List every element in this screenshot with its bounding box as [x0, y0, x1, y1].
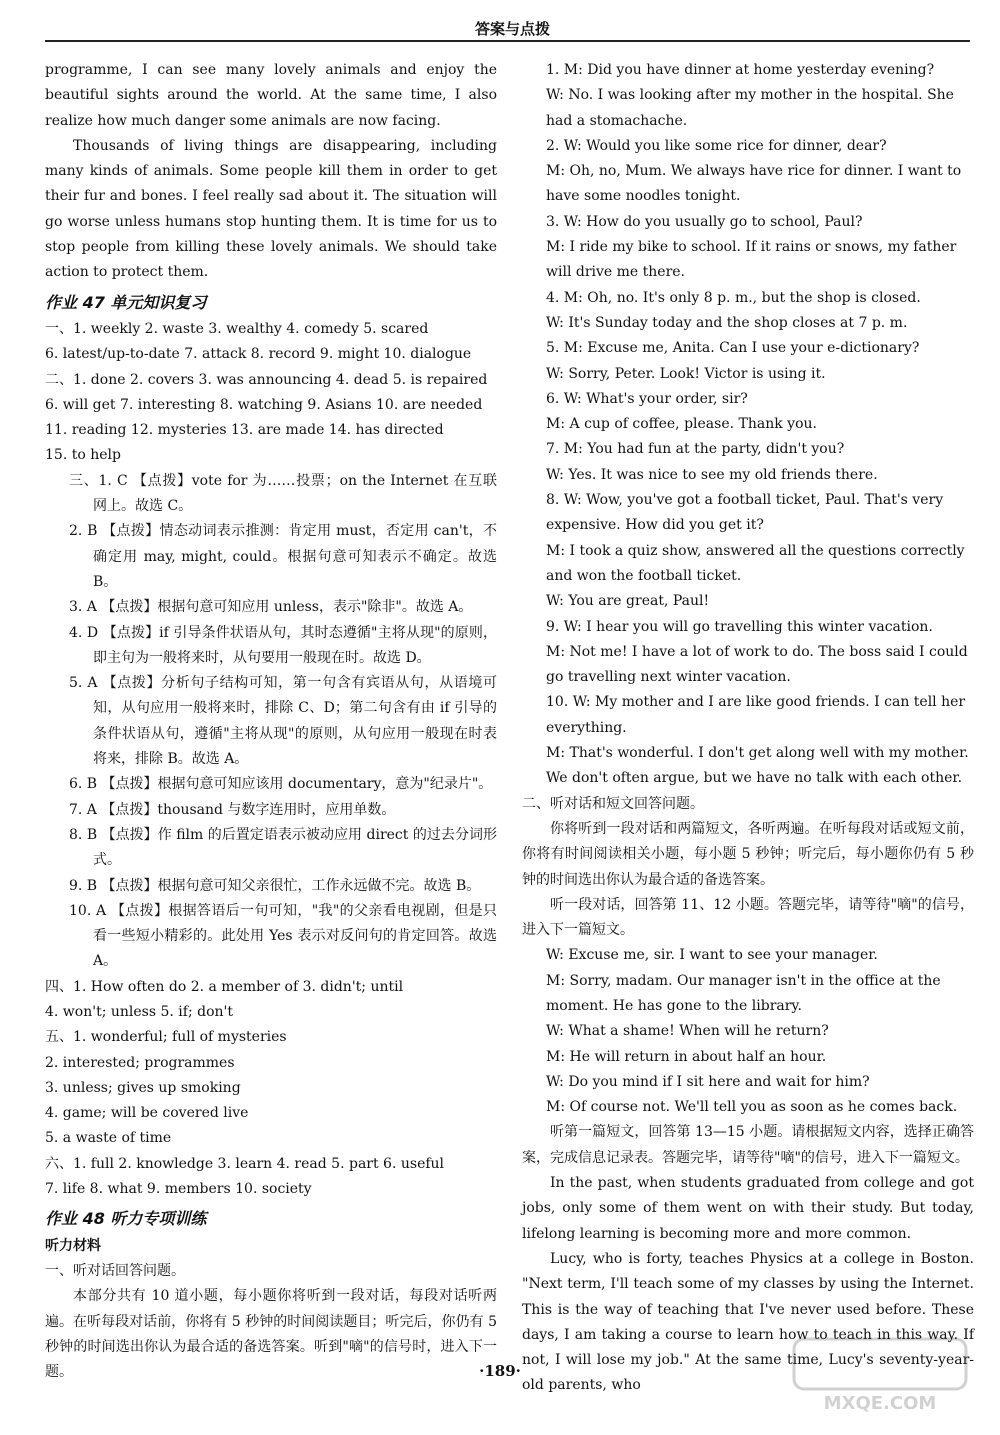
watermark-text: MXQE.COM	[823, 1393, 937, 1414]
dialogue-line: 5. M: Excuse me, Anita. Can I use your e-dictionary?	[546, 340, 920, 357]
answer-line: 六、1. full 2. knowledge 3. learn 4. read 5. part 6. useful	[45, 1155, 445, 1172]
section-47-answers-4-6	[45, 975, 497, 1203]
answer-explanation: 3. A 【点拨】根据句意可知应用 unless，表示"除非"。故选 A。	[69, 599, 473, 616]
dialogue-line: 10. W: My mother and I are like good friends. I can tell her everything.	[546, 694, 966, 736]
dialogue-line: 7. M: You had fun at the party, didn't you?	[546, 441, 845, 458]
dialogue-line: W: What a shame! When will he return?	[546, 1023, 829, 1040]
dialogue-line: M: Of course not. We'll tell you as soon as he comes back.	[546, 1099, 958, 1116]
header-title: 答案与点拨	[474, 20, 550, 38]
part1-heading: 一、听对话回答问题。	[45, 1262, 185, 1279]
dialogue-line: M: Sorry, madam. Our manager isn't in the office at the moment. He has gone to the library.	[546, 972, 941, 1014]
dialogue-line: 8. W: Wow, you've got a football ticket, Paul. That's very expensive. How did you get it?	[546, 492, 944, 534]
answer-line: 四、1. How often do 2. a member of 3. didn't; until	[45, 978, 404, 995]
answer-explanation: 6. B 【点拨】根据句意可知应该用 documentary，意为"纪录片"。	[69, 776, 493, 793]
dialogue-line: W: Do you mind if I sit here and wait for him?	[546, 1073, 870, 1090]
answer-explanation: 7. A 【点拨】thousand 与数字连用时，应用单数。	[69, 801, 396, 818]
answer-line: 一、1. weekly 2. waste 3. wealthy 4. comedy 5. scared	[45, 320, 429, 337]
intro-paragraph-2: Thousands of living things are disappearing, including many kinds of animals. Some people kill them in order to get their fur and bones. I feel really sad about it. The situation will go worse unless humans stop hunting them. It is time for us to stop people from killing these lovely animals. We should take action to protect them.	[45, 137, 497, 281]
section-47-answers-3	[45, 469, 497, 975]
answer-line: 7. life 8. what 9. members 10. society	[45, 1181, 312, 1198]
page-header	[45, 12, 970, 42]
passage-paragraph: Lucy, who is forty, teaches Physics at a college in Boston. "Next term, I'll teach some of my classes by using the Internet. This is the way of teaching that I've never used before. These days, I am taking a course to learn how to teach in this way. If not, I will lose my job." At the same time, Lucy's seventy-year-old parents, who	[522, 1250, 974, 1394]
dialogue-line: 9. W: I hear you will go travelling this winter vacation.	[546, 618, 933, 635]
answer-explanation: 三、1. C 【点拨】vote for 为……投票；on the Internet 在互联网上。故选 C。	[69, 472, 497, 515]
dialogue-line: M: A cup of coffee, please. Thank you.	[546, 416, 817, 433]
answer-line: 5. a waste of time	[45, 1130, 172, 1147]
part2-intro: 你将听到一段对话和两篇短文，各听两遍。在听每段对话或短文前，你将有时间阅读相关小题，每小题 5 秒钟；听完后，每小题你仍有 5 秒钟的时间选出你认为最合适的备选答案。	[522, 820, 974, 888]
listening-label: 听力材料	[45, 1237, 101, 1254]
part2-heading: 二、听对话和短文回答问题。	[522, 795, 704, 812]
answer-line: 6. latest/up-to-date 7. attack 8. record 9. might 10. dialogue	[45, 346, 472, 363]
dialogue-line: 4. M: Oh, no. It's only 8 p. m., but the shop is closed.	[546, 289, 921, 306]
answer-explanation: 8. B 【点拨】作 film 的后置定语表示被动应用 direct 的过去分词形式。	[69, 826, 497, 869]
dialogue-line: 3. W: How do you usually go to school, Paul?	[546, 213, 863, 230]
answer-explanation: 4. D 【点拨】if 引导条件状语从句，其时态遵循"主将从现"的原则，即主句为一般将来时，从句要用一般现在时。故选 D。	[69, 624, 497, 666]
dialogue-line: M: Not me! I have a lot of work to do. The boss said I could go travelling next winter vacation.	[546, 643, 968, 686]
answer-line: 五、1. wonderful; full of mysteries	[45, 1029, 287, 1046]
answer-line: 3. unless; gives up smoking	[45, 1079, 241, 1096]
section-47-answers-1-2	[45, 317, 497, 469]
dialogue-2	[522, 943, 974, 1120]
answer-line: 4. game; will be covered live	[45, 1105, 249, 1122]
answer-explanation: 2. B 【点拨】情态动词表示推测：肯定用 must，否定用 can't，不确定用 may, might, could。根据句意可知表示不确定。故选 B。	[69, 523, 497, 590]
dialogue-line: W: It's Sunday today and the shop closes at 7 p. m.	[546, 314, 908, 331]
dialogue-line: W: No. I was looking after my mother in the hospital. She had a stomachache.	[546, 87, 954, 129]
dialogue-line: W: Yes. It was nice to see my old friends there.	[546, 466, 878, 483]
dialogue-line: W: Excuse me, sir. I want to see your manager.	[546, 947, 878, 964]
answer-line: 15. to help	[45, 447, 121, 464]
dialogue-line: M: I took a quiz show, answered all the questions correctly and won the football ticket.	[546, 542, 965, 584]
answer-explanation: 9. B 【点拨】根据句意可知父亲很忙，工作永远做不完。故选 B。	[69, 877, 481, 894]
dialogue-line: 1. M: Did you have dinner at home yesterday evening?	[546, 62, 935, 78]
answer-line: 4. won't; unless 5. if; don't	[45, 1003, 234, 1020]
dialogue-line: W: You are great, Paul!	[546, 593, 710, 610]
answer-line: 11. reading 12. mysteries 13. are made 14. has directed	[45, 422, 444, 439]
part1-instructions: 本部分共有 10 道小题，每小题你将听到一段对话，每段对话听两遍。在听每段对话前，你将有 5 秒钟的时间阅读题目；听完后，你仍有 5 秒钟的时间选出你认为最合适的备选答案。听到"嘀"的信号时，进入下一题。	[45, 1288, 497, 1381]
intro-paragraph-1: programme, I can see many lovely animals and enjoy the beautiful sights around the world. At the same time, I also realize how much danger some animals are now facing.	[45, 62, 497, 129]
section-48-title: 作业 48 听力专项训练	[45, 1209, 207, 1229]
answer-line: 2. interested; programmes	[45, 1054, 235, 1071]
dialogue-line: M: I ride my bike to school. If it rains or snows, my father will drive me there.	[546, 239, 957, 281]
answer-line: 二、1. done 2. covers 3. was announcing 4. dead 5. is repaired	[45, 371, 488, 388]
section-47-title: 作业 47 单元知识复习	[45, 292, 207, 312]
page-number: ·189·	[479, 1362, 521, 1380]
dialogue-line: M: He will return in about half an hour.	[546, 1048, 827, 1065]
watermark-logo	[790, 1335, 970, 1415]
left-column	[45, 58, 497, 1385]
dialogue-line: 6. W: What's your order, sir?	[546, 390, 748, 407]
dialogue-line: 2. W: Would you like some rice for dinner, dear?	[546, 137, 887, 154]
part2-note-2: 听第一篇短文，回答第 13—15 小题。请根据短文内容，选择正确答案，完成信息记录表。答题完毕，请等待"嘀"的信号，进入下一篇短文。	[522, 1124, 974, 1166]
dialogue-line: M: That's wonderful. I don't get along well with my mother. We don't often argue, but we have no talk with each other.	[546, 745, 969, 787]
part2-note-1: 听一段对话，回答第 11、12 小题。答题完毕，请等待"嘀"的信号，进入下一篇短文。	[522, 896, 974, 939]
answer-line: 6. will get 7. interesting 8. watching 9. Asians 10. are needed	[45, 396, 483, 413]
answer-explanation: 5. A 【点拨】分析句子结构可知，第一句含有宾语从句，从语境可知，从句应用一般将来时，排除 C、D；第二句含有由 if 引导的条件状语从句，遵循"主将从现"的原则，从句应用一般现在时表将来，排除 B。故选 A。	[69, 675, 497, 768]
dialogue-line: M: Oh, no, Mum. We always have rice for dinner. I want to have some noodles tonight.	[546, 163, 962, 205]
answer-explanation: 10. A 【点拨】根据答语后一句可知，"我"的父亲看电视剧，但是只看一些短小精彩的。此处用 Yes 表示对反问句的肯定回答。故选 A。	[69, 902, 497, 970]
dialogue-line: W: Sorry, Peter. Look! Victor is using it.	[546, 365, 826, 382]
right-column	[522, 58, 974, 1399]
passage-paragraph: In the past, when students graduated from college and got jobs, only some of them went on with their study. But today, lifelong learning is becoming more and more common.	[522, 1175, 974, 1242]
dialogue-list	[522, 58, 974, 792]
